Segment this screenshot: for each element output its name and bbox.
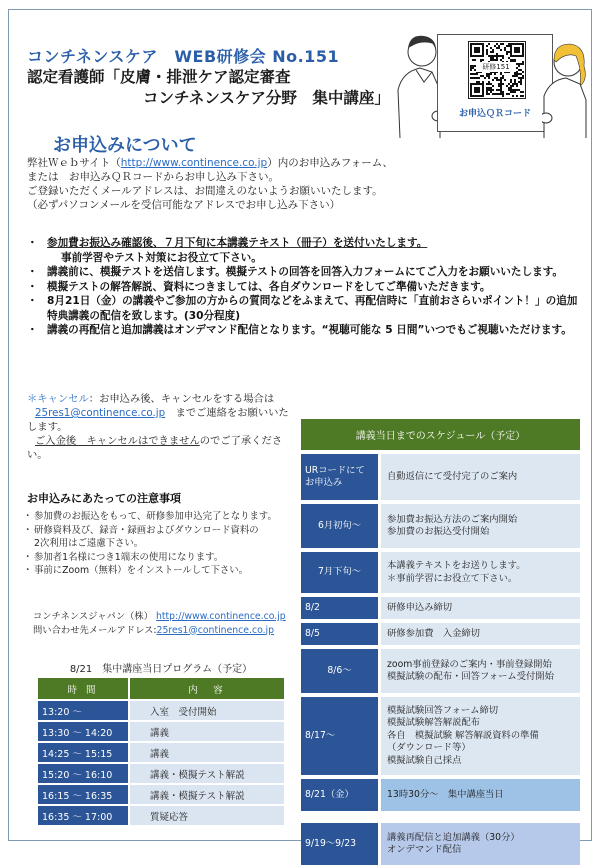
title-line-3: コンチネンスケア分野 集中講座」 (143, 89, 390, 107)
schedule-date: 8/2 (301, 593, 381, 619)
schedule-line: 講義再配信と追加講義（30分） (387, 831, 520, 843)
qr-module (502, 95, 504, 97)
qr-module (500, 49, 502, 51)
qr-illustration (392, 10, 590, 138)
schedule-line: 模擬試験解答解説配布 (387, 717, 480, 729)
schedule-content (381, 593, 580, 619)
qr-module (492, 85, 494, 87)
schedule-content (381, 775, 580, 811)
bullet-item: ・ 8月21日（金）の講義やご参加の方からの質問などをふまえて、再配信時に「直前おさらいポイント！」の追加特典講義の配信を致します。(30分程度) (27, 294, 582, 323)
qr-module (496, 59, 498, 61)
qr-module (492, 89, 494, 91)
program-row (38, 699, 284, 720)
intro-prefix: 弊社Ｗｅｂサイト（ (27, 157, 121, 169)
bullet-item: ・ 講義の再配信と追加講義はオンデマンド配信となります。“視聴可能な 5 日間”いつでもご視聴いただけます。 (27, 323, 582, 338)
application-heading: お申込みについて (53, 135, 197, 156)
contact-email-link[interactable]: 25res1@continence.co.jp (156, 624, 275, 636)
qr-module (512, 95, 514, 97)
qr-module (520, 83, 522, 85)
schedule-line: 自動返信にて受付完了のご案内 (387, 470, 518, 482)
qr-module (488, 43, 490, 45)
schedule-line: 13時30分～ 集中講座当日 (387, 788, 504, 800)
qr-board (437, 34, 553, 132)
schedule-date: 6月初旬～ (301, 500, 381, 548)
program-row (38, 741, 284, 762)
qr-module (474, 87, 480, 93)
qr-module (492, 79, 494, 81)
qr-module (508, 93, 510, 95)
program-time: 15:20 ～ 16:10 (38, 762, 130, 783)
qr-module (492, 51, 494, 53)
intro-line-3: ご登録いただくメールアドレスは、お間違えのないようお願いいたします。 (27, 185, 383, 197)
schedule-date: 8/5 (301, 619, 381, 645)
schedule-line: 模擬試験の配布・回答フォーム受付開始 (387, 671, 554, 682)
schedule-content (381, 619, 580, 645)
cancel-text: ：お申込み後、キャンセルをする場合は (88, 393, 275, 405)
bullet-item: ・ 講義前に、模擬テストを送信します。模擬テストの回答を回答入力フォームにてご入力をお願いいたします。 (27, 265, 582, 280)
qr-module (508, 45, 510, 47)
program-content: 講義 (130, 741, 284, 762)
qr-module (506, 53, 508, 55)
qr-module (474, 47, 480, 53)
qr-module (474, 59, 476, 61)
schedule-row (301, 693, 580, 775)
qr-module (508, 51, 510, 53)
note-item: ・ 参加費のお振込をもって、研修参加申込完了となります。 (27, 510, 277, 524)
bullet-item: ・ 模擬テストの解答解説、資料につきましては、各自ダウンロードをしてご準備いただきます。 (27, 280, 582, 295)
schedule-row (301, 811, 580, 865)
application-intro (27, 156, 393, 212)
program-time: 16:15 ～ 16:35 (38, 783, 130, 804)
cancel-no-refund: ご入金後 キャンセルはできません (35, 435, 200, 447)
qr-module (514, 47, 520, 53)
schedule-header-row (301, 419, 580, 450)
schedule-line: 模擬試験自己採点 (387, 754, 462, 766)
note-item (27, 524, 277, 551)
title-line-1: コンチネンスケア WEB研修会 No.151 (27, 47, 340, 66)
program-content: 質疑応答 (130, 804, 284, 825)
schedule-line: 本講義テキストをお送りします。 (387, 560, 526, 571)
qr-center-label: 研修151 (476, 62, 516, 72)
bullet-1-underlined: 参加費お振込み確認後、７月下旬に本講義テキスト（冊子）を送付いたします。 (47, 237, 428, 249)
program-title: 8/21 集中講座当日プログラム（予定） (69, 664, 253, 675)
schedule-line: オンデマンド配信 (387, 844, 462, 855)
schedule-row (301, 619, 580, 645)
qr-module (502, 43, 504, 45)
company-website-link[interactable]: http://www.continence.co.jp (156, 611, 286, 622)
cancel-label: ＊キャンセル (27, 393, 89, 405)
schedule-row (301, 593, 580, 619)
bullet-item (27, 236, 582, 265)
note-item: ・ 参加者1名様につき1端末の使用になります。 (27, 551, 277, 565)
schedule-content (381, 645, 580, 693)
qr-module (504, 79, 506, 81)
qr-module (516, 95, 518, 97)
schedule-line: ＊事前学習にお役立て下さい。 (387, 572, 518, 584)
schedule-table (301, 419, 580, 865)
program-col-time: 時 間 (38, 678, 130, 699)
qr-module (490, 73, 492, 75)
schedule-line: zoom事前登録のご案内・事前登録開始 (387, 658, 552, 670)
schedule-row (301, 450, 580, 500)
intro-suffix: ）内のお申込みフォーム、 (267, 157, 394, 169)
program-time: 13:30 ～ 14:20 (38, 720, 130, 741)
schedule-line: （ダウンロード等） (387, 742, 471, 754)
schedule-content (381, 548, 580, 593)
qr-module (502, 83, 504, 85)
schedule-row (301, 500, 580, 548)
qr-module (522, 71, 524, 73)
qr-module (484, 77, 486, 79)
schedule-line: 模擬試験回答フォーム締切 (387, 704, 499, 716)
website-link[interactable]: http://www.continence.co.jp (120, 157, 268, 169)
schedule-line: 参加費のお振込受付開始 (387, 526, 490, 537)
qr-module (518, 65, 520, 67)
qr-module (488, 77, 490, 79)
program-content: 講義・模擬テスト解説 (130, 783, 284, 804)
male-nurse-illustration (392, 10, 442, 138)
schedule-date: 9/19～9/23 (301, 811, 381, 865)
notes-title: お申込みにあたっての注意事項 (27, 492, 181, 505)
program-time: 13:20 ～ (38, 699, 130, 720)
schedule-row (301, 645, 580, 693)
qr-module (522, 95, 524, 97)
qr-module (486, 45, 488, 47)
qr-module (502, 57, 504, 59)
schedule-content (381, 450, 580, 500)
schedule-title: 講義当日までのスケジュール（予定） (301, 419, 580, 450)
program-row (38, 804, 284, 825)
schedule-content (381, 500, 580, 548)
qr-caption: お申込ＱＲコード (458, 109, 531, 119)
schedule-date: URコードにてお申込み (301, 450, 381, 500)
title-line-2: 認定看護師「皮膚・排泄ケア認定審査 (27, 68, 291, 86)
qr-module (494, 73, 496, 75)
cancel-text-3: のでご了承ください。 (27, 435, 283, 461)
info-bullets (27, 236, 582, 338)
notes-list (27, 510, 277, 578)
cancel-text-2: までご連絡をお願いいたします。 (27, 407, 289, 433)
qr-module (516, 85, 518, 87)
note-item-text: 研修資料及び、録音・録画およびダウンロード資料の (34, 524, 259, 536)
program-time: 14:25 ～ 15:15 (38, 741, 130, 762)
program-time: 16:35 ～ 17:00 (38, 804, 130, 825)
qr-module (522, 91, 524, 93)
program-header-row (38, 678, 284, 699)
schedule-content (381, 811, 580, 865)
program-table (38, 678, 284, 825)
schedule-line: 研修参加費 入金締切 (387, 627, 480, 639)
qr-module (478, 81, 480, 83)
female-nurse-illustration (542, 10, 592, 138)
qr-module (514, 91, 516, 93)
program-row (38, 783, 284, 804)
qr-module (522, 77, 524, 79)
program-content: 講義・模擬テスト解説 (130, 762, 284, 783)
program-row (38, 762, 284, 783)
schedule-date: 8/17～ (301, 693, 381, 775)
intro-line-4: （必ずパソコンメールを受信可能なアドレスでお申し込み下さい） (27, 199, 341, 211)
schedule-date: 8/6～ (301, 645, 381, 693)
program-col-content: 内 容 (130, 678, 284, 699)
qr-module (482, 81, 484, 83)
note-item: ・ 事前にZoom（無料）をインストールして下さい。 (27, 564, 277, 578)
program-content: 講義 (130, 720, 284, 741)
schedule-row (301, 775, 580, 811)
qr-module (488, 93, 490, 95)
company-name: コンチネンスジャパン（株） (33, 611, 154, 622)
schedule-date: 8/21（金） (301, 775, 381, 811)
schedule-line: 各自 模擬試験 解答解説資料の準備 (387, 729, 539, 741)
qr-module (476, 73, 478, 75)
program-row (38, 720, 284, 741)
schedule-line: 研修申込み締切 (387, 601, 453, 613)
intro-line-2: または お申込みＱＲコードからお申し込み下さい。 (27, 171, 279, 183)
cancel-policy (27, 392, 297, 462)
contact-info (33, 610, 286, 637)
contact-email-label: 問い合わせ先メールアドレス: (33, 624, 157, 636)
qr-module (470, 69, 472, 71)
schedule-date: 7月下旬～ (301, 548, 381, 593)
qr-module (522, 63, 524, 65)
qr-module (478, 77, 480, 79)
qr-module (512, 85, 514, 87)
program-content: 入室 受付開始 (130, 699, 284, 720)
qr-module (482, 59, 484, 61)
schedule-line: 参加費お振込方法のご案内開始 (387, 513, 518, 525)
schedule-row (301, 548, 580, 593)
cancel-email-link[interactable]: 25res1@continence.co.jp (35, 407, 166, 419)
note-item-cont: 2次利用はご遠慮下さい。 (34, 538, 144, 549)
bullet-1-line-2: 事前学習やテスト対策にお役立て下さい。 (61, 251, 262, 264)
schedule-content (381, 693, 580, 775)
